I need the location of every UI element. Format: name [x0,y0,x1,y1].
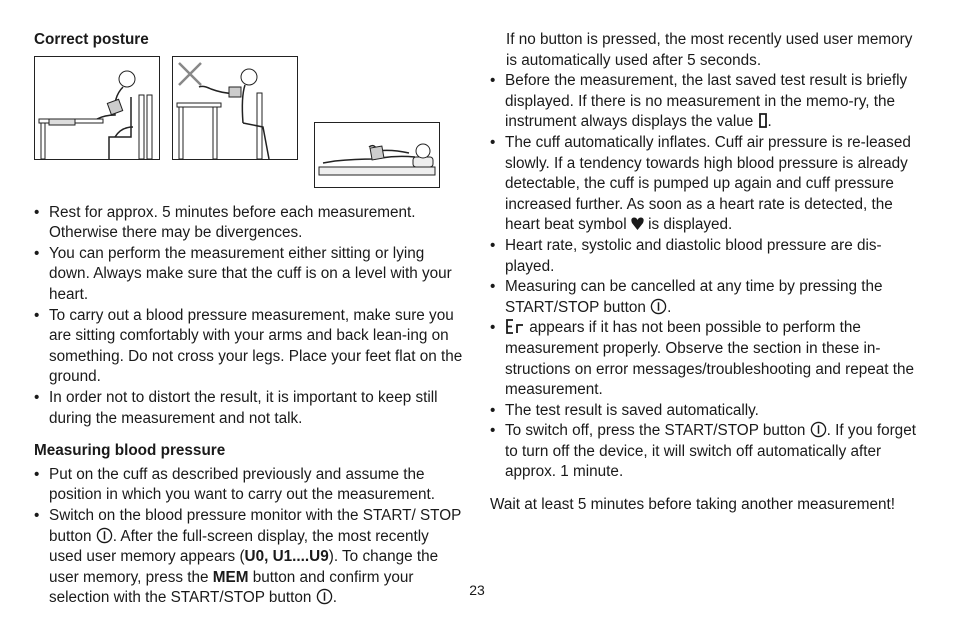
list-item: • In order not to distort the result, it is important to keep still during the measurement and not talk. [34,388,466,429]
list-item: • Measuring can be cancelled at any time by pressing the START/STOP button . [490,277,922,318]
power-button-icon [650,298,667,315]
list-item: • To carry out a blood pressure measurement, make sure you are sitting comfortably with your arms and back lean-ing on something. Do not cross your legs. Place your feet flat on the ground. [34,306,466,388]
mem-label: MEM [212,568,249,586]
right-column [490,30,922,516]
heart-icon [631,216,644,231]
user-memory-values: U0, U1....U9 [244,548,329,566]
page-number: 23 [469,582,485,598]
power-button-icon [96,527,113,544]
continuation-text: If no button is pressed, the most recently used user memory is automatically used after 5 seconds. [506,31,913,69]
list-item: • Put on the cuff as described previously and assume the position in which you want to carry out the measurement. [34,465,466,506]
list-item: • Rest for approx. 5 minutes before each measurement. Otherwise there may be divergences. [34,203,466,244]
posture-correct-image [34,56,160,160]
list-item: • You can perform the measurement either sitting or lying down. Always make sure that the cuff is on a level with your heart. [34,244,466,306]
list-item: • appears if it has not been possible to perform the measurement properly. Observe the section in these in-structions on error messages/troubleshooting and repeat the measurement. [490,318,922,400]
posture-lying-image [314,122,440,188]
posture-list [34,203,466,430]
heading-correct-posture: Correct posture [34,31,149,48]
left-column [34,30,466,609]
list-item: • Before the measurement, the last saved test result is briefly displayed. If there is no measurement in the memo-ry, the instrument always displays the value . [490,71,922,133]
list-item: • The cuff automatically inflates. Cuff air pressure is re-leased slowly. If a tendency towards high blood pressure is already detectable, the cuff is pumped up again and cuff pressure increased further. As soon as a heart rate is detected, the heart beat symbol is displayed. [490,133,922,236]
heading-measuring: Measuring blood pressure [34,442,226,460]
power-button-icon [810,421,827,438]
list-item: • To switch off, press the START/STOP button . If you forget to turn off the device, it will switch off automatically after approx. 1 minute. [490,421,922,483]
posture-wrong-image [172,56,298,160]
error-er-display-icon [505,319,525,334]
list-item: • The test result is saved automatically. [490,401,922,422]
closing-note: Wait at least 5 minutes before taking another measurement! [490,496,896,514]
procedure-list [490,71,922,483]
zero-display-icon [758,113,768,128]
list-item: • Switch on the blood pressure monitor with the START/ STOP button . After the full-screen display, the most recently used user memory appears (U0, U1....U9). To change the user memory, press the MEM button and confirm your selection with the START/STOP button . [34,506,466,609]
posture-illustrations [34,56,466,191]
list-item: • Heart rate, systolic and diastolic blood pressure are dis-played. [490,236,922,277]
